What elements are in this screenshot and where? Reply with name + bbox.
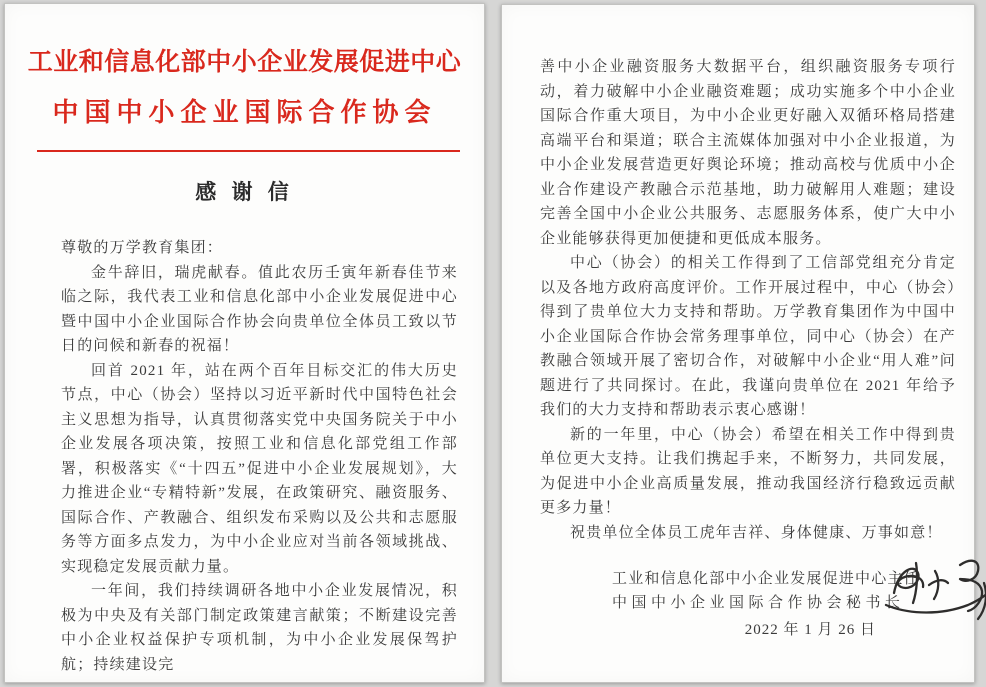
paragraph: 金牛辞旧，瑞虎献春。值此农历壬寅年新春佳节来临之际，我代表工业和信息化部中小企业发展促进中心暨中国中小企业国际合作协会向贵单位全体员工致以节日的问候和新春的祝福！ xyxy=(61,264,458,354)
continuation-paragraph: 善中小企业融资服务大数据平台，组织融资服务专项行动，着力破解中小企业融资难题；成功实施多个中小企业国际合作重大项目，为中小企业更好融入双循环格局搭建高端平台和渠道；联合主流媒体加强对中小企业报道，为中小企业发展营造更好舆论环境；推动高校与优质中小企业合作建设产教融合示范基地，助力破解用人难题；建设完善全国中小企业公共服务、志愿服务体系，使广大中小企业能够获得更加便捷和更低成本服务。 xyxy=(540,59,956,247)
letterhead-org-line-1: 工业和信息化部中小企业发展促进中心 xyxy=(27,49,462,76)
paragraph: 回首 2021 年，站在两个百年目标交汇的伟大历史节点，中心（协会）坚持以习近平新时代中国特色社会主义思想为指导，认真贯彻落实党中央国务院关于中小企业发展各项决策，按照工业和信息化部党组工作部署，积极落实《“十四五”促进中小企业发展规划》，大力推进企业“专精特新”发展，在政策研究、融资服务、国际合作、产教融合、组织发布采购以及公共和志愿服务等方面多点发力，为中小企业应对当前各领域挑战、实现稳定发展贡献力量。 xyxy=(61,362,458,575)
salutation: 尊敬的万学教育集团： xyxy=(61,240,224,256)
letter-page-1 xyxy=(4,3,485,683)
signer-title-line-1: 工业和信息化部中小企业发展促进中心主任 xyxy=(612,571,920,587)
handwritten-signature xyxy=(880,553,986,629)
page-1-body xyxy=(5,206,484,677)
letter-page-2 xyxy=(501,4,975,683)
letter-date: 2022 年 1 月 26 日 xyxy=(744,622,876,638)
page-2-body xyxy=(502,5,974,643)
letter-title: 感 谢 信 xyxy=(195,180,294,204)
signer-title-line-2: 中国中小企业国际合作协会秘书长 xyxy=(612,595,905,611)
paragraph: 新的一年里，中心（协会）希望在相关工作中得到贵单位更大支持。让我们携起手来，不断努力，共同发展，为促进中小企业高质量发展，推动我国经济行稳致远贡献更多力量！ xyxy=(540,426,956,516)
paragraph: 一年间，我们持续调研各地中小企业发展情况，积极为中央及有关部门制定政策建言献策；不断建设完善中小企业权益保护专项机制，为中小企业发展保驾护航；持续建设完 xyxy=(61,583,458,673)
letterhead-divider xyxy=(37,150,460,152)
letterhead xyxy=(5,4,484,152)
paragraph: 中心（协会）的相关工作得到了工信部党组充分肯定以及各地方政府高度评价。工作开展过程中，中心（协会）得到了贵单位大力支持和帮助。万学教育集团作为中国中小企业国际合作协会常务理事单位，同中心（协会）在产教融合领域开展了密切合作，对破解中小企业“用人难”问题进行了共同探讨。在此，我谨向贵单位在 2021 年给予我们的大力支持和帮助表示衷心感谢！ xyxy=(540,255,956,418)
letterhead-org-line-2: 中国中小企业国际合作协会 xyxy=(52,98,437,127)
signature-block xyxy=(540,567,956,643)
closing-wish-line: 祝贵单位全体员工虎年吉祥、身体健康、万事如意！ xyxy=(570,524,943,541)
